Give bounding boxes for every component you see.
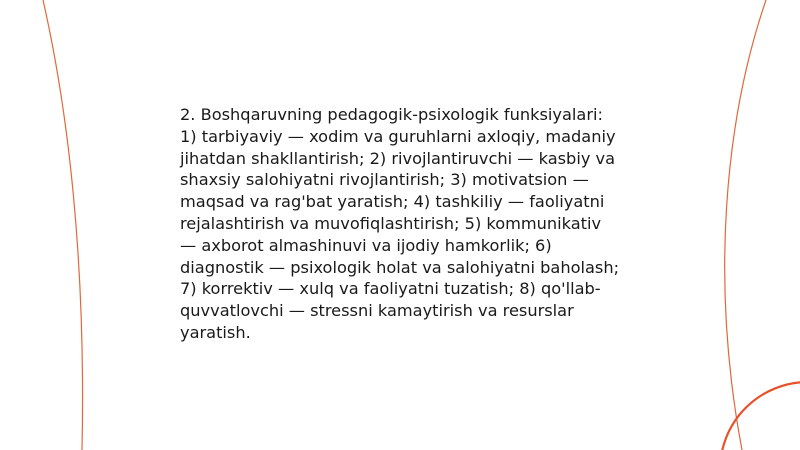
- left-arc-line: [43, 0, 83, 450]
- accent-ring: [720, 382, 800, 450]
- right-arc-line: [725, 0, 766, 450]
- slide-body-text: 2. Boshqaruvning pedagogik-psixologik funksiyalari: 1) tarbiyaviy — xodim va guruhlarni axloqiy, madaniy jihatdan shakllantirish; 2) rivojlantiruvchi — kasbiy va shaxsiy salohiyatni rivojlantirish; 3) motivatsion — maqsad va rag'bat yaratish; 4) tashkiliy — faoliyatni rejalashtirish va muvofiqlashtirish; 5) kommunikativ — axborot almashinuvi va ijodiy hamkorlik; 6) diagnostik — psixologik holat va salohiyatni baholash; 7) korrektiv — xulq va faoliyatni tuzatish; 8) qo'llab- quvvatlovchi — stressni kamaytirish va resurslar yaratish.: [180, 105, 620, 342]
